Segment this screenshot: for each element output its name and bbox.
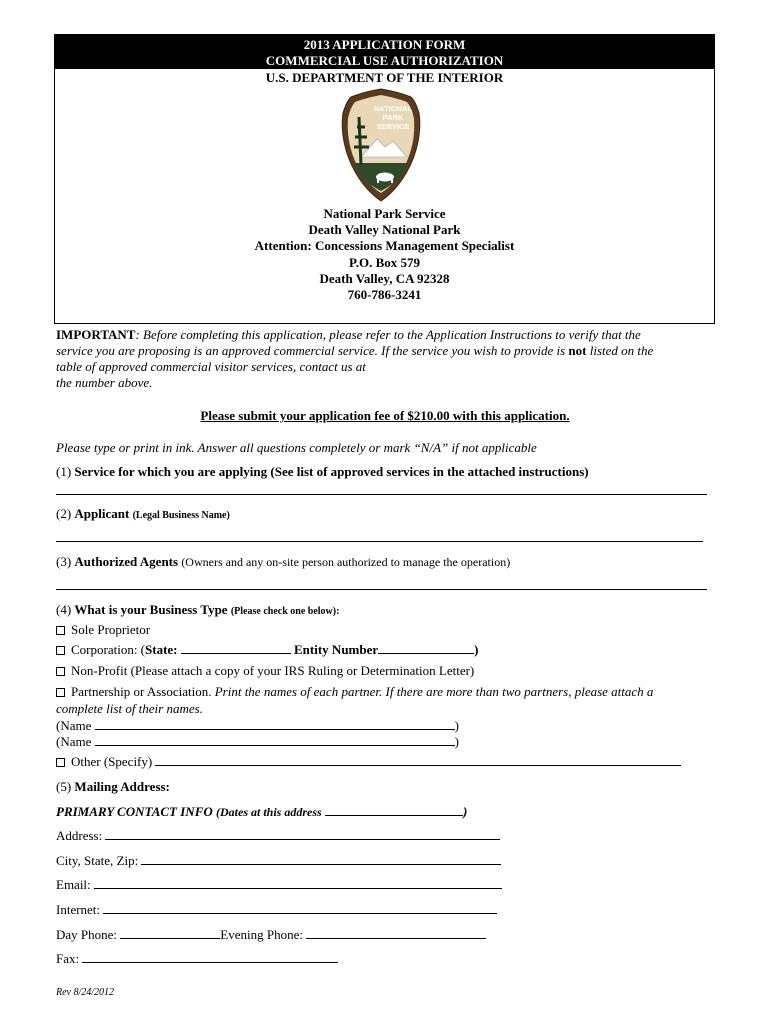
q3-label: (3) Authorized Agents (Owners and any on-site person authorized to manage the operation) bbox=[56, 554, 511, 569]
q5-label: (5) Mailing Address: bbox=[56, 779, 170, 794]
header-box bbox=[54, 34, 715, 324]
form-subtitle: COMMERCIAL USE AUTHORIZATION bbox=[265, 53, 504, 68]
logo-text-service: SERVICE bbox=[376, 122, 410, 131]
instructions: Please type or print in ink. Answer all questions completely or mark “N/A” if not applicable bbox=[56, 440, 537, 455]
logo-text-park: PARK bbox=[382, 113, 404, 122]
internet-field[interactable] bbox=[103, 902, 497, 914]
address-row: Address: bbox=[56, 828, 500, 844]
entity-number-field[interactable] bbox=[378, 642, 474, 654]
partner-name-2-field[interactable] bbox=[95, 734, 455, 746]
partnership-note: complete list of their names. bbox=[56, 701, 203, 716]
address-phone: 760-786-3241 bbox=[347, 286, 422, 302]
partner-name-2: (Name ) bbox=[56, 734, 459, 749]
form-title: 2013 APPLICATION FORM bbox=[303, 37, 466, 52]
email-row: Email: bbox=[56, 877, 502, 893]
address-field[interactable] bbox=[105, 828, 500, 840]
important-label: IMPORTANT bbox=[56, 327, 136, 342]
partner-name-1: (Name ) bbox=[56, 718, 459, 733]
city-state-zip-field[interactable] bbox=[141, 853, 501, 865]
evening-phone-field[interactable] bbox=[306, 927, 486, 939]
fax-field[interactable] bbox=[82, 951, 338, 963]
other-checkbox[interactable] bbox=[56, 758, 65, 767]
non-profit-checkbox[interactable] bbox=[56, 667, 65, 676]
important-line-1: IMPORTANT: Before completing this application, please refer to the Application Instructions to verify that the bbox=[56, 327, 641, 342]
partner-name-1-field[interactable] bbox=[95, 718, 455, 730]
q1-service-field[interactable] bbox=[56, 494, 707, 495]
q2-label: (2) Applicant (Legal Business Name) bbox=[56, 506, 230, 521]
important-line-4: the number above. bbox=[56, 375, 153, 390]
city-state-zip-row: City, State, Zip: bbox=[56, 853, 501, 869]
nps-arrowhead-logo bbox=[339, 87, 423, 203]
primary-contact-heading: PRIMARY CONTACT INFO (Dates at this address ) bbox=[56, 804, 468, 819]
option-corporation: Corporation: (State: Entity Number ) bbox=[56, 642, 479, 658]
partnership-checkbox[interactable] bbox=[56, 688, 65, 697]
logo-text-national: NATIONAL bbox=[373, 104, 413, 113]
option-partnership: Partnership or Association. Print the names of each partner. If there are more than two partners, please attach a bbox=[56, 684, 653, 700]
important-line-2: service you are proposing is an approved commercial service. If the service you wish to provide is not listed on the bbox=[56, 343, 654, 358]
q4-label: (4) What is your Business Type (Please check one below): bbox=[56, 602, 340, 617]
phone-row: Day Phone: Evening Phone: bbox=[56, 927, 486, 943]
option-sole-proprietor: Sole Proprietor bbox=[56, 622, 150, 638]
fee-notice: Please submit your application fee of $210.00 with this application. bbox=[200, 408, 570, 423]
internet-row: Internet: bbox=[56, 902, 497, 918]
sole-proprietor-checkbox[interactable] bbox=[56, 626, 65, 635]
option-other: Other (Specify) bbox=[56, 754, 681, 770]
corporation-state-field[interactable] bbox=[181, 642, 291, 654]
email-field[interactable] bbox=[94, 877, 502, 889]
mailing-address-block bbox=[55, 206, 714, 303]
day-phone-field[interactable] bbox=[120, 927, 220, 939]
q2-applicant-field[interactable] bbox=[56, 541, 703, 542]
q1-label: (1) Service for which you are applying (See list of approved services in the attached instructions) bbox=[56, 464, 589, 479]
address-park: Death Valley National Park bbox=[308, 222, 461, 238]
fax-row: Fax: bbox=[56, 951, 338, 967]
address-city: Death Valley, CA 92328 bbox=[319, 270, 450, 286]
option-non-profit: Non-Profit (Please attach a copy of your IRS Ruling or Determination Letter) bbox=[56, 663, 474, 679]
department-title: U.S. DEPARTMENT OF THE INTERIOR bbox=[265, 70, 504, 85]
important-line-3: table of approved commercial visitor services, contact us at bbox=[56, 359, 366, 374]
q3-agents-field[interactable] bbox=[56, 589, 707, 590]
dates-at-address-field[interactable] bbox=[325, 804, 463, 816]
address-po-box: P.O. Box 579 bbox=[348, 254, 421, 270]
address-attention: Attention: Concessions Management Specialist bbox=[254, 238, 515, 254]
corporation-checkbox[interactable] bbox=[56, 646, 65, 655]
address-org: National Park Service bbox=[323, 206, 446, 221]
other-specify-field[interactable] bbox=[155, 754, 681, 766]
revision-date: Rev 8/24/2012 bbox=[56, 987, 115, 998]
